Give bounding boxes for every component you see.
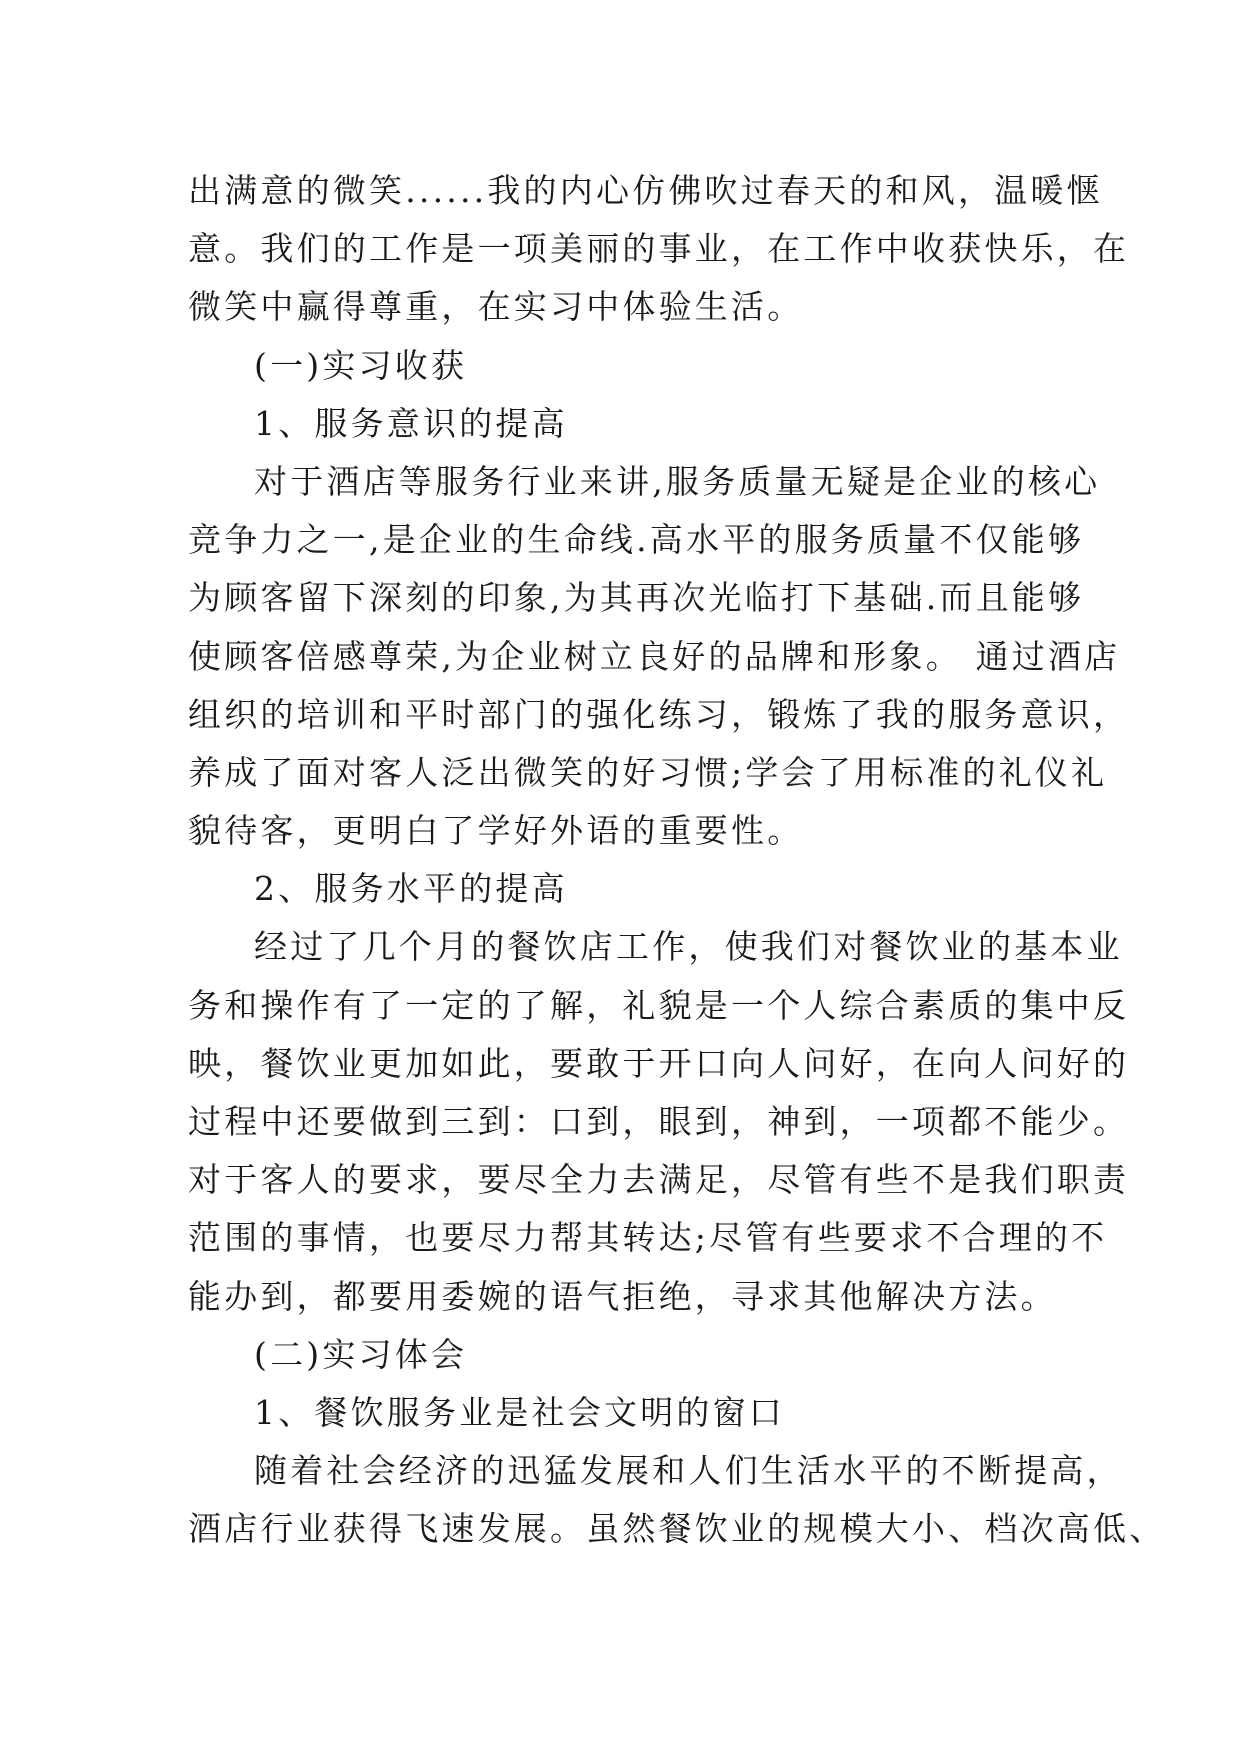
paragraph-line: 出满意的微笑......我的内心仿佛吹过春天的和风，温暖惬 (188, 171, 1103, 210)
document-body (188, 162, 1166, 1559)
subsection-heading: 2、服务水平的提高 (254, 869, 568, 909)
paragraph-line: 组织的培训和平时部门的强化练习，锻炼了我的服务意识， (188, 694, 1130, 734)
paragraph-line: 经过了几个月的餐饮店工作，使我们对餐饮业的基本业 (254, 927, 1123, 967)
paragraph-line: 微笑中赢得尊重，在实习中体验生活。 (188, 287, 804, 327)
paragraph-line: 随着社会经济的迅猛发展和人们生活水平的不断提高， (254, 1451, 1123, 1491)
paragraph-line: 意。我们的工作是一项美丽的事业，在工作中收获快乐，在 (188, 229, 1130, 269)
paragraph-line: 对于客人的要求，要尽全力去满足，尽管有些不是我们职责 (188, 1160, 1130, 1200)
paragraph-line: 养成了面对客人泛出微笑的好习惯;学会了用标准的礼仪礼 (188, 752, 1108, 792)
paragraph-line: 过程中还要做到三到：口到，眼到，神到，一项都不能少。 (188, 1102, 1130, 1141)
subsection-heading: 1、餐饮服务业是社会文明的窗口 (254, 1392, 785, 1432)
paragraph-line: 务和操作有了一定的了解，礼貌是一个人综合素质的集中反 (188, 985, 1130, 1025)
paragraph-line: 范围的事情，也要尽力帮其转达;尽管有些要求不合理的不 (188, 1218, 1108, 1258)
paragraph-line: 使顾客倍感尊荣,为企业树立良好的品牌和形象。 通过酒店 (188, 636, 1121, 676)
paragraph-line: 能办到，都要用委婉的语气拒绝，寻求其他解决方法。 (188, 1276, 1057, 1316)
paragraph-line: 貌待客，更明白了学好外语的重要性。 (188, 811, 804, 851)
paragraph-line: 竞争力之一,是企业的生命线.高水平的服务质量不仅能够 (188, 520, 1085, 560)
section-heading: (二)实习体会 (254, 1334, 468, 1374)
subsection-heading: 1、服务意识的提高 (254, 403, 568, 443)
paragraph-line: 映，餐饮业更加如此，要敢于开口向人问好，在向人问好的 (188, 1043, 1130, 1083)
paragraph-line: 为顾客留下深刻的印象,为其再次光临打下基础.而且能够 (188, 578, 1085, 618)
paragraph-line: 对于酒店等服务行业来讲,服务质量无疑是企业的核心 (254, 461, 1101, 501)
section-heading: (一)实习收获 (254, 345, 468, 385)
paragraph-line: 酒店行业获得飞速发展。虽然餐饮业的规模大小、档次高低、 (188, 1509, 1166, 1549)
